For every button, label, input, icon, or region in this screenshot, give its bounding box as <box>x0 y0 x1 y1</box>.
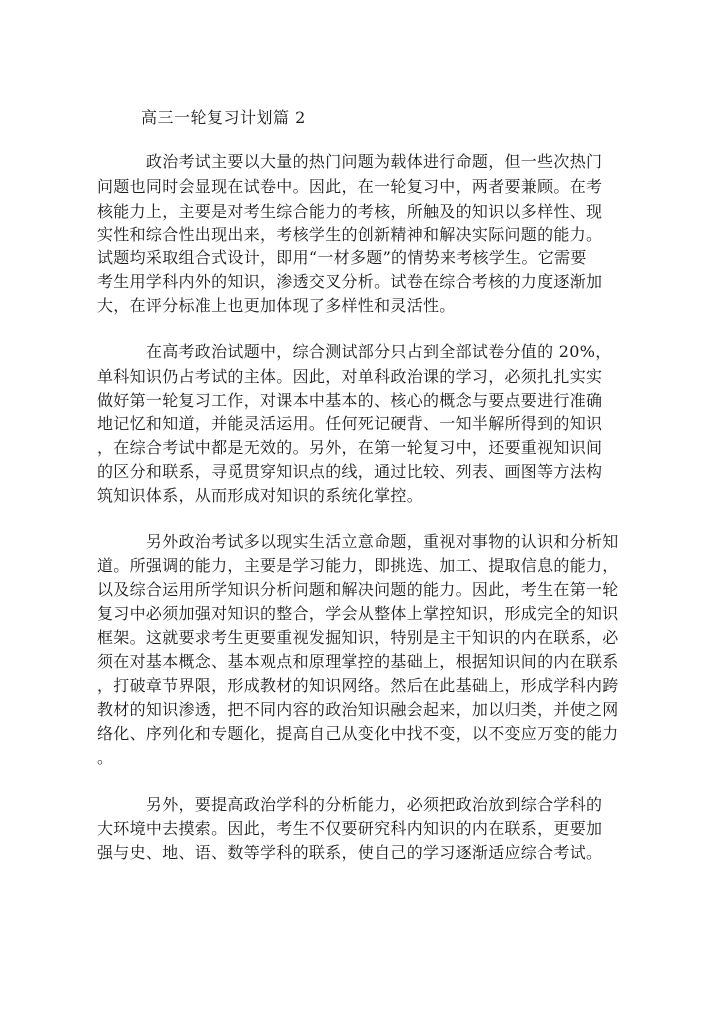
paragraph-2-line-2: 单科知识仍占考试的主体。因此，对单科政治课的学习，必须扎扎实实 <box>97 367 603 386</box>
paragraph-2-line-3: 做好第一轮复习工作，对课本中基本的、核心的概念与要点要进行准确 <box>97 391 603 410</box>
paragraph-3-line-10: 。 <box>97 748 114 767</box>
paragraph-2-line-6: 的区分和联系，寻觅贯穿知识点的线，通过比较、列表、画图等方法构 <box>97 462 603 481</box>
paragraph-4-line-2: 大环境中去摸索。因此，考生不仅要研究科内知识的内在联系，更要加 <box>97 819 603 838</box>
paragraph-3-line-6: 须在对基本概念、基本观点和原理掌控的基础上，根据知识间的内在联系 <box>97 652 619 671</box>
paragraph-1-line-3: 核能力上，主要是对考生综合能力的考核，所触及的知识以多样性、现 <box>97 202 603 221</box>
paragraph-3-line-2: 道。所强调的能力，主要是学习能力，即挑选、加工、提取信息的能力， <box>97 556 619 575</box>
paragraph-1-line-4: 实性和综合性出现出来，考核学生的创新精神和解决实际问题的能力。 <box>97 225 603 244</box>
paragraph-3-line-9: 络化、序列化和专题化，提高自己从变化中找不变，以不变应万变的能力 <box>97 724 619 743</box>
paragraph-1-line-1: 政治考试主要以大量的热门问题为载体进行命题，但一些次热门 <box>97 152 603 171</box>
paragraph-3-line-7: ，打破章节界限，形成教材的知识网络。然后在此基础上，形成学科内跨 <box>97 676 619 695</box>
paragraph-1-line-2: 问题也同时会显现在试卷中。因此，在一轮复习中，两者要兼顾。在考 <box>97 177 603 196</box>
paragraph-3-line-3: 以及综合运用所学知识分析问题和解决问题的能力。因此，考生在第一轮 <box>97 580 619 599</box>
paragraph-1-line-6: 考生用学科内外的知识，渗透交叉分析。试卷在综合考核的力度逐渐加 <box>97 272 603 291</box>
paragraph-1-line-7: 大，在评分标准上也更加体现了多样性和灵活性。 <box>97 296 456 315</box>
paragraph-3-line-1: 另外政治考试多以现实生活立意命题，重视对事物的认识和分析知 <box>97 532 619 551</box>
paragraph-2-line-5: ，在综合考试中都是无效的。另外，在第一轮复习中，还要重视知识间 <box>97 438 603 457</box>
paragraph-2-line-1: 在高考政治试题中，综合测试部分只占到全部试卷分值的 20%， <box>97 342 612 361</box>
paragraph-2-line-7: 筑知识体系，从而形成对知识的系统化掌控。 <box>97 486 424 505</box>
paragraph-1-line-5: 试题均采取组合式设计，即用“一材多题”的情势来考核学生。它需要 <box>97 248 587 267</box>
paragraph-3-line-8: 教材的知识渗透，把不同内容的政治知识融会起来，加以归类，并使之网 <box>97 700 619 719</box>
paragraph-4-line-3: 强与史、地、语、数等学科的联系，使自己的学习逐渐适应综合考试。 <box>97 843 603 862</box>
paragraph-3-line-4: 复习中必须加强对知识的整合，学会从整体上掌控知识，形成完全的知识 <box>97 604 619 623</box>
paragraph-3-line-5: 框架。这就要求考生更要重视发掘知识，特别是主干知识的内在联系，必 <box>97 628 619 647</box>
paragraph-4-line-1: 另外，要提高政治学科的分析能力，必须把政治放到综合学科的 <box>97 795 603 814</box>
paragraph-2-line-4: 地记忆和知道，并能灵活运用。任何死记硬背、一知半解所得到的知识 <box>97 414 603 433</box>
document-title: 高三一轮复习计划篇 2 <box>141 108 306 127</box>
